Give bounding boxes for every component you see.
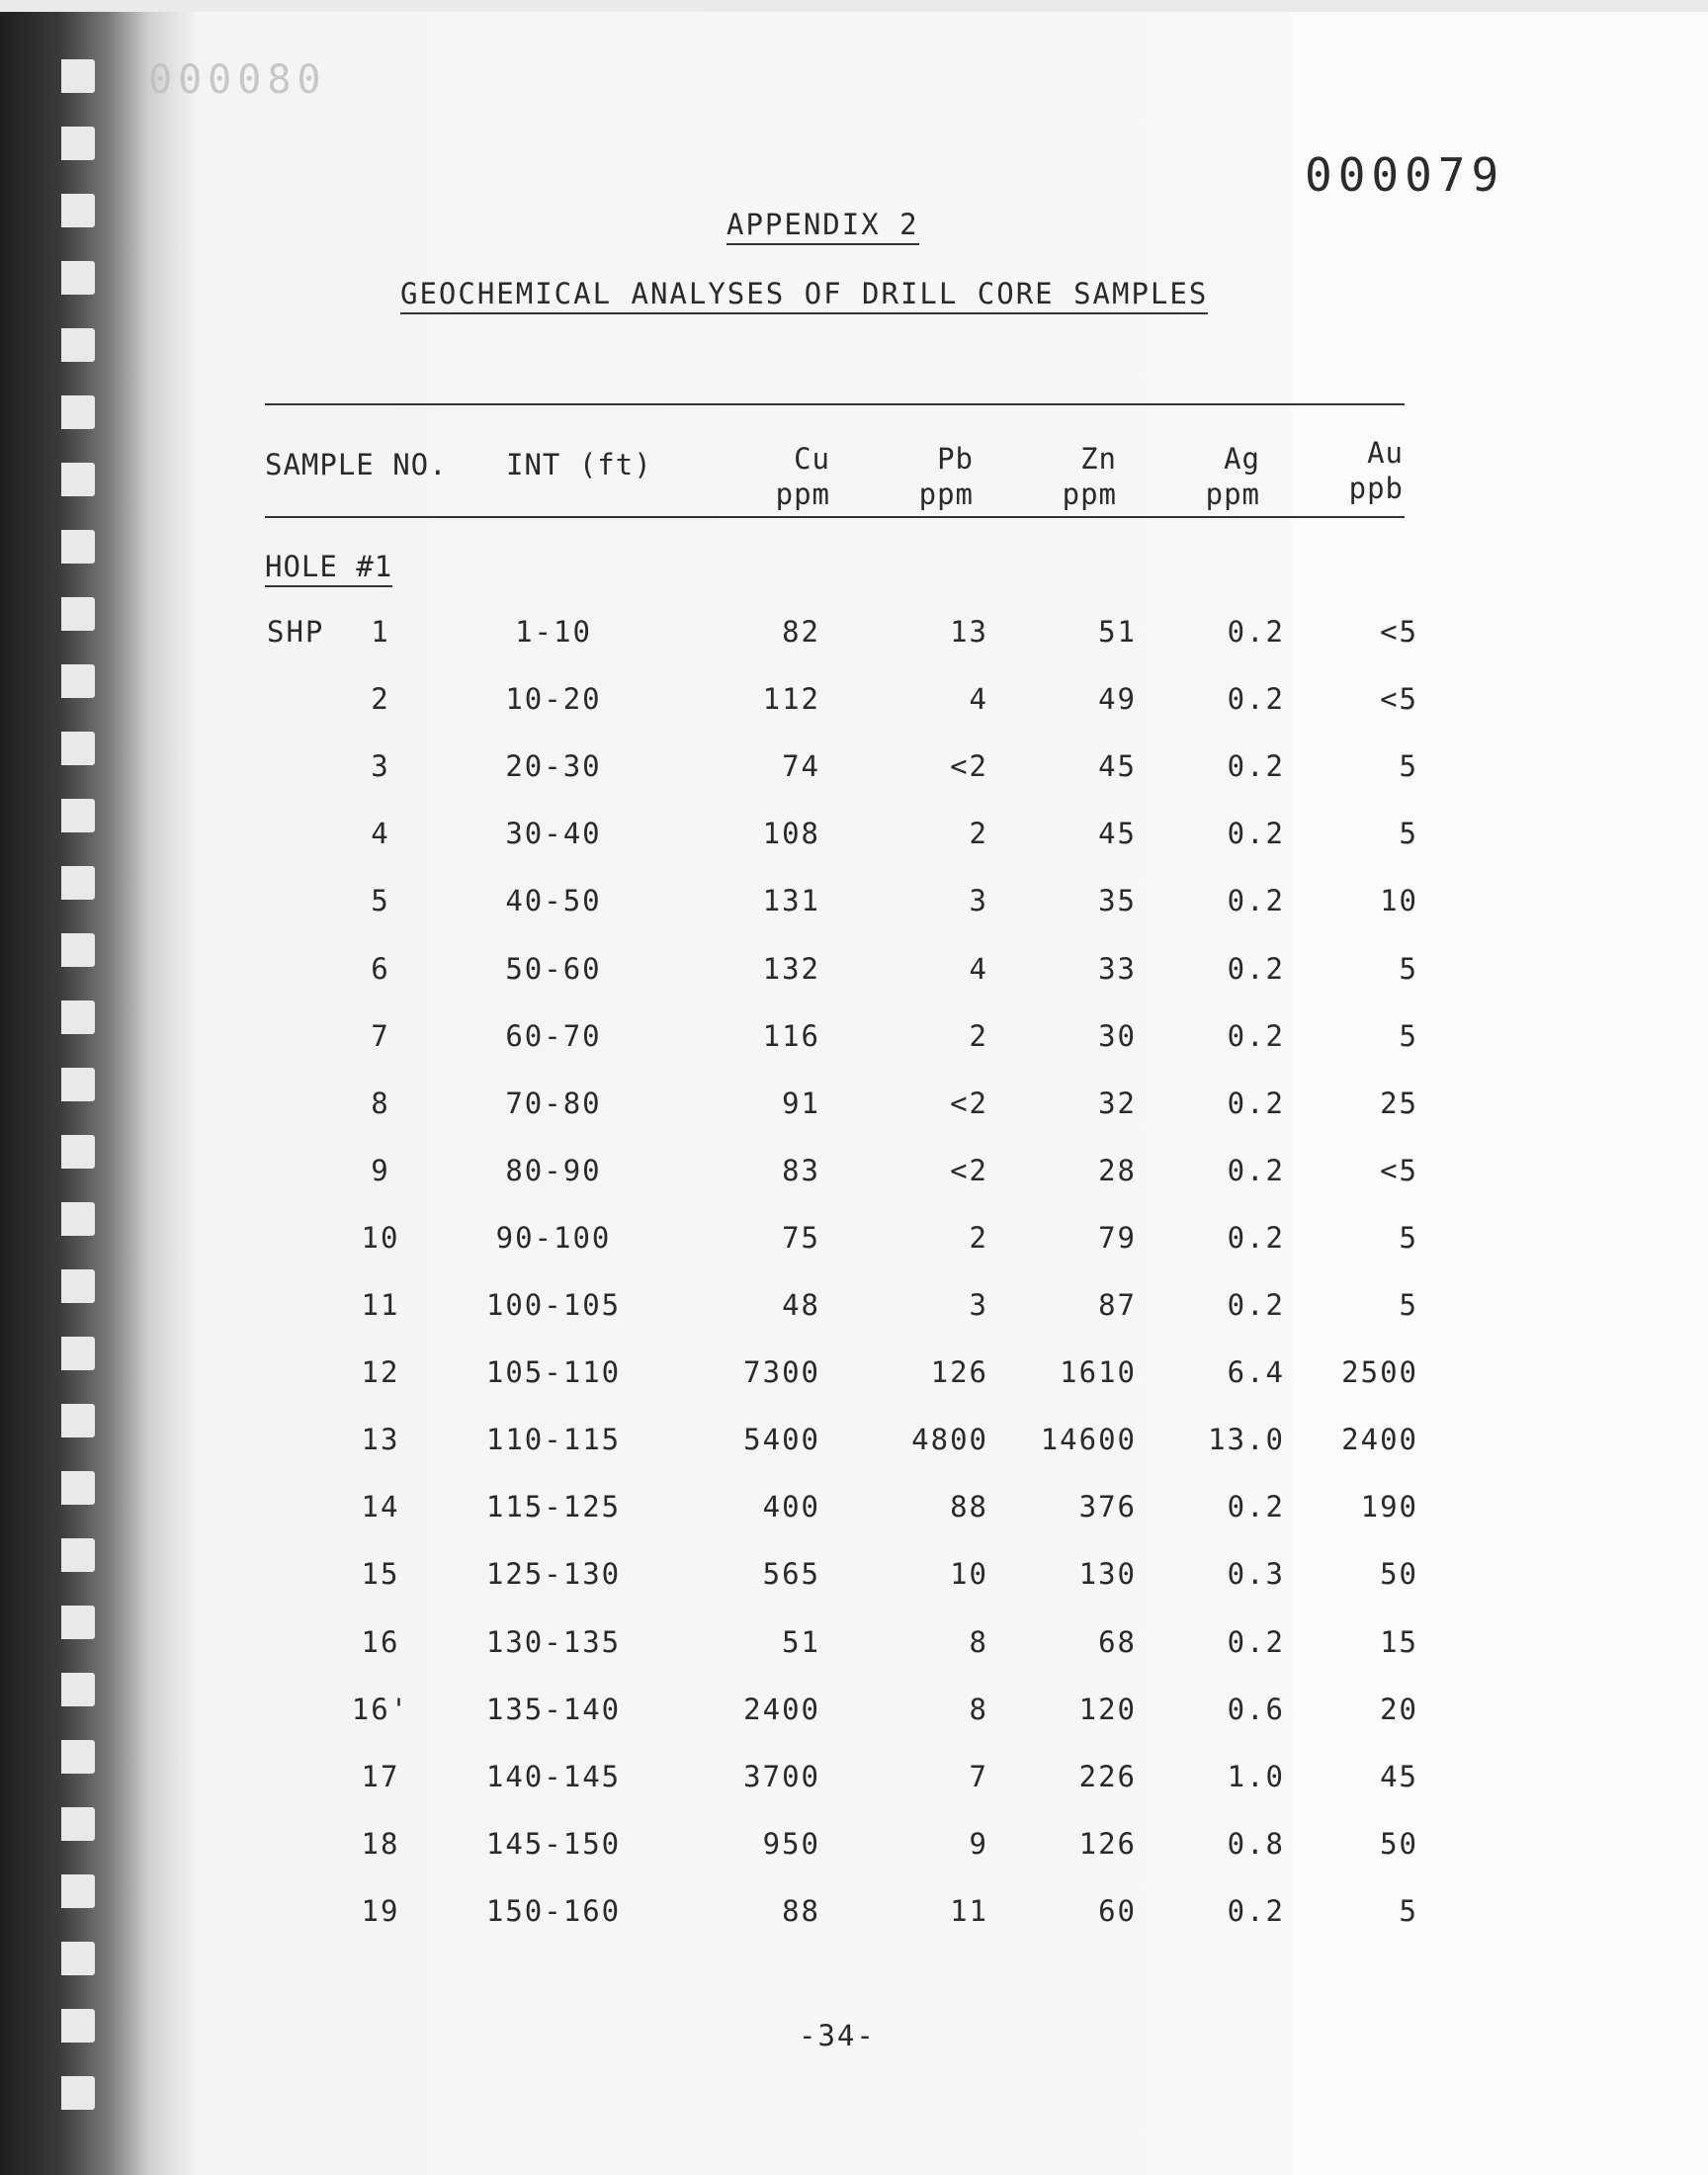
header-pb-label: Pb (937, 442, 974, 476)
ag-cell: 0.2 (1227, 1490, 1285, 1524)
sample-number: 19 (361, 1893, 400, 1928)
pb-cell: 2 (969, 817, 988, 851)
header-ag-unit: ppm (1205, 478, 1260, 511)
header-pb-unit: ppm (918, 478, 974, 511)
table-row (0, 1019, 1708, 1063)
table-row (0, 1894, 1708, 1938)
zn-cell: 60 (1098, 1893, 1137, 1928)
table-row (0, 1557, 1708, 1601)
ag-cell: 13.0 (1208, 1423, 1285, 1457)
au-cell: 190 (1360, 1490, 1418, 1524)
zn-cell: 120 (1078, 1692, 1137, 1726)
interval-cell: 10-20 (505, 682, 602, 717)
zn-cell: 126 (1078, 1826, 1137, 1861)
ag-cell: 1.0 (1227, 1759, 1285, 1793)
pb-cell: 4 (969, 951, 988, 986)
table-row (0, 817, 1708, 860)
au-cell: <5 (1380, 1153, 1418, 1187)
pb-cell: 10 (950, 1557, 988, 1592)
table-row (0, 952, 1708, 996)
header-zn-label: Zn (1080, 442, 1117, 476)
zn-cell: 49 (1098, 682, 1137, 717)
au-cell: 15 (1380, 1624, 1418, 1659)
zn-cell: 14600 (1040, 1423, 1137, 1457)
interval-cell: 60-70 (505, 1018, 602, 1053)
header-interval: INT (ft) (506, 448, 652, 481)
cu-cell: 950 (762, 1826, 820, 1861)
au-cell: 2400 (1341, 1423, 1418, 1457)
table-row (0, 884, 1708, 927)
interval-cell: 115-125 (485, 1490, 622, 1524)
pb-cell: 4 (969, 682, 988, 717)
sample-number: 10 (361, 1220, 400, 1255)
cu-cell: 112 (762, 682, 820, 717)
zn-cell: 45 (1098, 749, 1137, 784)
table-row (0, 1693, 1708, 1736)
page-number: -34- (799, 2019, 876, 2052)
table-row (0, 615, 1708, 658)
table-row (0, 1423, 1708, 1466)
pb-cell: 2 (969, 1018, 988, 1053)
au-cell: <5 (1380, 615, 1418, 649)
au-cell: 50 (1380, 1557, 1418, 1592)
interval-cell: 90-100 (495, 1220, 612, 1255)
ag-cell: 0.2 (1227, 1086, 1285, 1120)
table-row (0, 1221, 1708, 1264)
pb-cell: <2 (950, 749, 988, 784)
pb-cell: 13 (950, 615, 988, 649)
sample-number: 13 (361, 1423, 400, 1457)
ag-cell: 0.2 (1227, 1624, 1285, 1659)
au-cell: 20 (1380, 1692, 1418, 1726)
au-cell: 5 (1399, 749, 1418, 784)
au-cell: 5 (1399, 817, 1418, 851)
pb-cell: 88 (950, 1490, 988, 1524)
cu-cell: 82 (782, 615, 820, 649)
au-cell: 5 (1399, 951, 1418, 986)
pb-cell: 3 (969, 1288, 988, 1322)
sample-number: 2 (371, 682, 390, 717)
au-cell: 5 (1399, 1288, 1418, 1322)
au-cell: 50 (1380, 1826, 1418, 1861)
interval-cell: 40-50 (505, 884, 602, 918)
interval-cell: 125-130 (485, 1557, 622, 1592)
au-cell: 5 (1399, 1220, 1418, 1255)
table-row (0, 1154, 1708, 1197)
ag-cell: 0.8 (1227, 1826, 1285, 1861)
sample-number: 14 (361, 1490, 400, 1524)
sample-number: 4 (371, 817, 390, 851)
table-row (0, 1827, 1708, 1870)
sample-number: 5 (371, 884, 390, 918)
sample-number: 15 (361, 1557, 400, 1592)
header-au-label: Au (1367, 436, 1404, 470)
table-row (0, 682, 1708, 726)
pb-cell: 3 (969, 884, 988, 918)
au-cell: 2500 (1341, 1355, 1418, 1390)
zn-cell: 30 (1098, 1018, 1137, 1053)
interval-cell: 1-10 (515, 615, 592, 649)
cu-cell: 5400 (743, 1423, 820, 1457)
zn-cell: 35 (1098, 884, 1137, 918)
sample-number: 18 (361, 1826, 400, 1861)
zn-cell: 226 (1078, 1759, 1137, 1793)
au-cell: 5 (1399, 1018, 1418, 1053)
table-row (0, 1355, 1708, 1399)
ag-cell: 0.2 (1227, 951, 1285, 986)
cu-cell: 2400 (743, 1692, 820, 1726)
appendix-title: APPENDIX 2 (726, 208, 919, 245)
ag-cell: 0.2 (1227, 817, 1285, 851)
sample-number: 3 (371, 749, 390, 784)
zn-cell: 32 (1098, 1086, 1137, 1120)
table-subtitle: GEOCHEMICAL ANALYSES OF DRILL CORE SAMPLES (400, 277, 1208, 314)
pb-cell: <2 (950, 1086, 988, 1120)
ag-cell: 6.4 (1227, 1355, 1285, 1390)
pb-cell: 11 (950, 1893, 988, 1928)
ag-cell: 0.2 (1227, 1288, 1285, 1322)
table-row (0, 1760, 1708, 1803)
interval-cell: 80-90 (505, 1153, 602, 1187)
ag-cell: 0.2 (1227, 884, 1285, 918)
sample-number: 16' (351, 1692, 410, 1726)
sample-number: 16 (361, 1624, 400, 1659)
interval-cell: 70-80 (505, 1086, 602, 1120)
sample-number: 17 (361, 1759, 400, 1793)
sample-number: 6 (371, 951, 390, 986)
interval-cell: 145-150 (485, 1826, 622, 1861)
cu-cell: 91 (782, 1086, 820, 1120)
header-zn-unit: ppm (1062, 478, 1117, 511)
zn-cell: 376 (1078, 1490, 1137, 1524)
header-sample-no: SAMPLE NO. (265, 448, 448, 481)
header-cu-unit: ppm (775, 478, 830, 511)
pb-cell: 9 (969, 1826, 988, 1861)
pb-cell: 126 (930, 1355, 988, 1390)
zn-cell: 87 (1098, 1288, 1137, 1322)
sample-number: 8 (371, 1086, 390, 1120)
interval-cell: 130-135 (485, 1624, 622, 1659)
header-au-unit: ppb (1348, 472, 1404, 505)
pb-cell: 7 (969, 1759, 988, 1793)
au-cell: 25 (1380, 1086, 1418, 1120)
zn-cell: 51 (1098, 615, 1137, 649)
zn-cell: 33 (1098, 951, 1137, 986)
stamp-number: 000079 (1305, 148, 1505, 202)
cu-cell: 75 (782, 1220, 820, 1255)
table-row (0, 749, 1708, 793)
table-row (0, 1625, 1708, 1669)
ag-cell: 0.2 (1227, 682, 1285, 717)
cu-cell: 132 (762, 951, 820, 986)
ag-cell: 0.3 (1227, 1557, 1285, 1592)
ag-cell: 0.2 (1227, 749, 1285, 784)
pb-cell: 8 (969, 1624, 988, 1659)
cu-cell: 565 (762, 1557, 820, 1592)
interval-cell: 150-160 (485, 1893, 622, 1928)
cu-cell: 7300 (743, 1355, 820, 1390)
zn-cell: 45 (1098, 817, 1137, 851)
cu-cell: 48 (782, 1288, 820, 1322)
cu-cell: 108 (762, 817, 820, 851)
interval-cell: 105-110 (485, 1355, 622, 1390)
cu-cell: 51 (782, 1624, 820, 1659)
interval-cell: 50-60 (505, 951, 602, 986)
au-cell: 45 (1380, 1759, 1418, 1793)
ag-cell: 0.2 (1227, 615, 1285, 649)
sample-number: 7 (371, 1018, 390, 1053)
cu-cell: 116 (762, 1018, 820, 1053)
zn-cell: 68 (1098, 1624, 1137, 1659)
interval-cell: 30-40 (505, 817, 602, 851)
au-cell: 5 (1399, 1893, 1418, 1928)
cu-cell: 83 (782, 1153, 820, 1187)
ag-cell: 0.2 (1227, 1153, 1285, 1187)
zn-cell: 79 (1098, 1220, 1137, 1255)
sample-number: 12 (361, 1355, 400, 1390)
au-cell: <5 (1380, 682, 1418, 717)
table-row (0, 1288, 1708, 1332)
header-cu-label: Cu (794, 442, 830, 476)
table-row (0, 1087, 1708, 1130)
interval-cell: 135-140 (485, 1692, 622, 1726)
interval-cell: 20-30 (505, 749, 602, 784)
sample-number: 9 (371, 1153, 390, 1187)
zn-cell: 130 (1078, 1557, 1137, 1592)
ag-cell: 0.2 (1227, 1220, 1285, 1255)
interval-cell: 100-105 (485, 1288, 622, 1322)
interval-cell: 110-115 (485, 1423, 622, 1457)
pb-cell: <2 (950, 1153, 988, 1187)
interval-cell: 140-145 (485, 1759, 622, 1793)
zn-cell: 1610 (1060, 1355, 1137, 1390)
sample-number: 1 (371, 615, 390, 649)
table-row (0, 1490, 1708, 1533)
cu-cell: 88 (782, 1893, 820, 1928)
ag-cell: 0.6 (1227, 1692, 1285, 1726)
cu-cell: 74 (782, 749, 820, 784)
sample-prefix: SHP (267, 615, 325, 649)
cu-cell: 3700 (743, 1759, 820, 1793)
pb-cell: 8 (969, 1692, 988, 1726)
ag-cell: 0.2 (1227, 1893, 1285, 1928)
pb-cell: 2 (969, 1220, 988, 1255)
au-cell: 10 (1380, 884, 1418, 918)
header-ag-label: Ag (1224, 442, 1260, 476)
cu-cell: 400 (762, 1490, 820, 1524)
sample-number: 11 (361, 1288, 400, 1322)
cu-cell: 131 (762, 884, 820, 918)
ag-cell: 0.2 (1227, 1018, 1285, 1053)
zn-cell: 28 (1098, 1153, 1137, 1187)
ghost-stamp-number: 000080 (148, 57, 327, 103)
hole-label: HOLE #1 (265, 550, 392, 587)
pb-cell: 4800 (911, 1423, 988, 1457)
